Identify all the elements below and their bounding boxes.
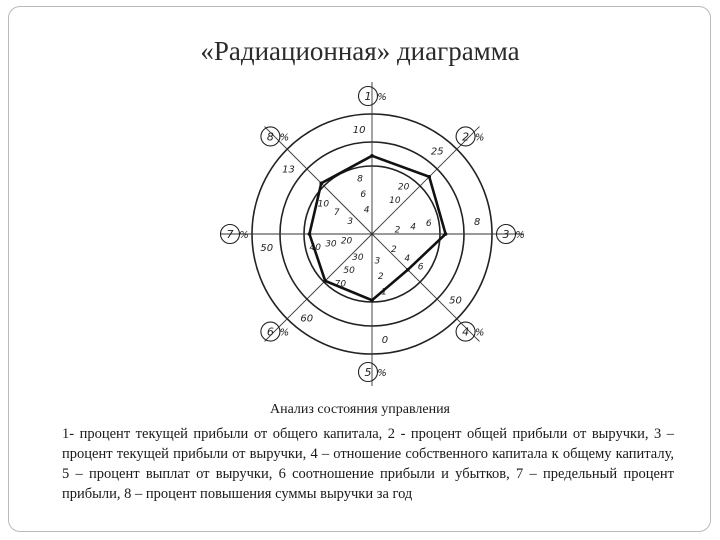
axis-inner-label-7-1: 30	[325, 239, 337, 250]
axis-badge-number-3: 3	[502, 228, 510, 241]
axis-badge-unit-4: %	[474, 327, 485, 339]
axis-badge-number-6: 6	[266, 325, 274, 339]
axis-badge-number-5: 5	[364, 366, 372, 379]
axis-outer-label-4: 50	[449, 295, 462, 307]
axis-inner-label-6-1: 50	[343, 266, 355, 277]
profile-vertex-8	[319, 181, 323, 185]
axis-inner-label-1-0: 8	[357, 174, 363, 185]
axis-outer-label-2: 25	[430, 146, 444, 158]
profile-vertex-1	[370, 154, 374, 158]
profile-vertex-7	[308, 232, 312, 236]
axis-outer-label-3: 8	[474, 217, 481, 229]
axis-badge-number-2: 2	[462, 130, 470, 144]
axis-inner-label-3-2: 2	[394, 225, 401, 236]
profile-vertex-4	[406, 268, 410, 272]
axis-badge-unit-7: %	[239, 230, 249, 241]
axis-badge-number-1: 1	[364, 90, 372, 103]
axis-inner-label-8-0: 10	[317, 199, 330, 210]
axis-inner-label-2-0: 20	[397, 182, 410, 193]
axis-inner-label-6-0: 70	[334, 279, 347, 290]
axis-inner-label-6-2: 30	[352, 252, 364, 263]
axis-badge-number-4: 4	[462, 325, 470, 339]
axis-inner-label-8-2: 3	[347, 216, 354, 227]
axis-inner-label-4-2: 2	[390, 245, 397, 256]
axis-inner-label-4-0: 6	[417, 262, 424, 273]
axis-inner-label-4-1: 4	[404, 253, 411, 264]
caption-heading: Анализ состояния управления	[269, 402, 450, 417]
axis-inner-label-5-2: 3	[374, 256, 381, 267]
profile-vertex-3	[444, 232, 448, 236]
axis-inner-label-2-1: 10	[389, 195, 401, 206]
axis-badge-number-7: 7	[226, 228, 234, 241]
axis-badge-unit-5: %	[377, 368, 387, 379]
axis-outer-label-8: 13	[282, 164, 295, 176]
axis-inner-label-5-1: 2	[377, 272, 384, 283]
axis-badge-number-8: 8	[266, 130, 274, 144]
axis-badge-unit-6: %	[279, 327, 290, 339]
axis-inner-label-1-1: 6	[360, 189, 367, 200]
axis-badge-unit-1: %	[377, 92, 387, 103]
axis-outer-label-1: 10	[352, 124, 366, 136]
axis-inner-label-7-0: 40	[309, 243, 321, 254]
axis-outer-label-7: 50	[260, 242, 274, 254]
axis-outer-label-6: 60	[300, 313, 314, 325]
caption-body: 1- процент текущей прибыли от общего капитала, 2 - процент общей прибыли от выручки, 3 – процент текущей прибыли от выручки, 4 – отношение собственного капитала к общему капиталу, 5 – процент выплат от выручки, 6 соотношение прибыли и убытков, 7 – предельный процент прибыли, 8 – процент повышения суммы выручки за год	[62, 426, 674, 502]
axis-inner-label-5-0: 1	[381, 287, 387, 298]
axis-inner-label-7-2: 20	[340, 236, 353, 247]
profile-vertex-6	[323, 279, 327, 283]
axis-inner-label-1-2: 4	[363, 205, 370, 216]
profile-vertex-2	[427, 175, 431, 179]
axis-inner-label-3-0: 6	[425, 218, 432, 229]
axis-badge-unit-3: %	[515, 230, 525, 241]
axis-badge-unit-2: %	[474, 132, 485, 144]
axis-inner-label-3-1: 4	[410, 222, 416, 233]
profile-vertex-5	[370, 298, 374, 302]
axis-badge-unit-8: %	[279, 132, 290, 144]
axis-inner-label-8-1: 7	[333, 208, 340, 219]
axis-outer-label-5: 0	[381, 335, 389, 347]
slide-title: «Радиационная» диаграмма	[200, 36, 520, 66]
